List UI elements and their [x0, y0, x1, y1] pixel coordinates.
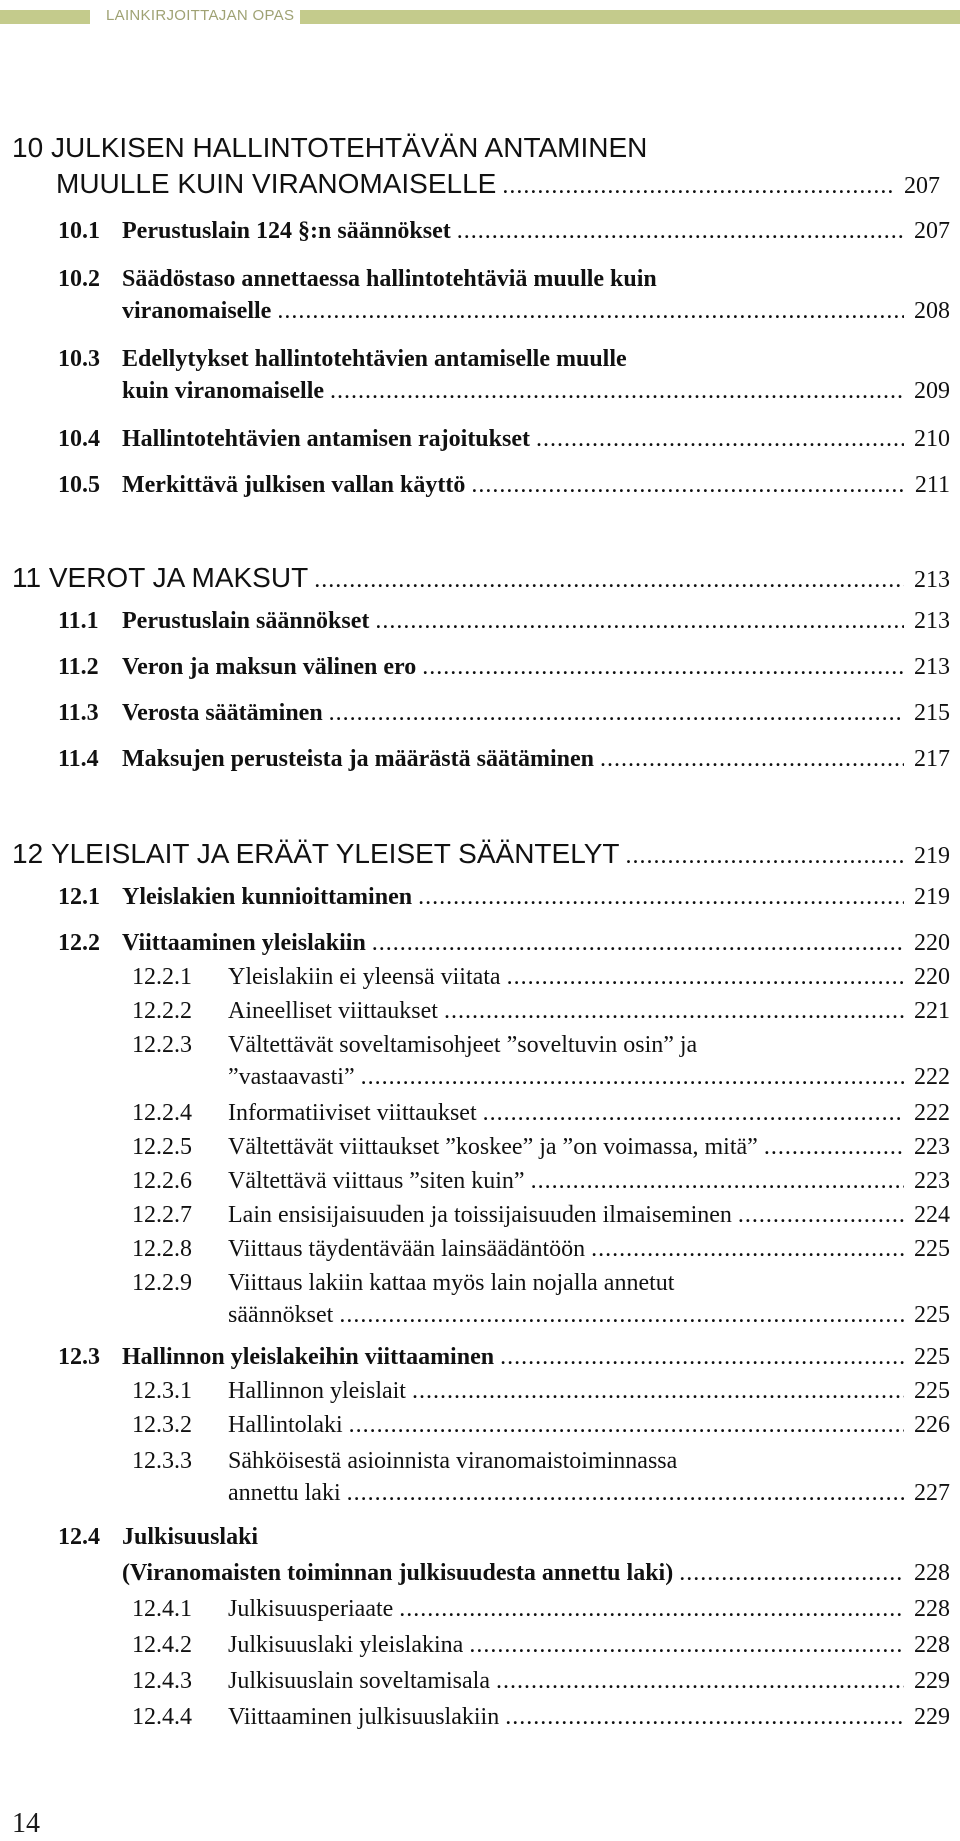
dot-leader: [412, 1378, 904, 1405]
page-ref: 211: [914, 472, 950, 498]
toc-section-11-3: [58, 700, 950, 727]
section-title-continued: viranomaiselle: [122, 298, 272, 324]
toc-subsection-12-4-1: [132, 1596, 950, 1623]
page-ref: 213: [914, 654, 950, 680]
section-number: 12.4: [58, 1524, 100, 1550]
section-number: 11.2: [58, 654, 99, 680]
dot-leader: [339, 1302, 904, 1329]
section-title: Säädöstaso annettaessa hallintotehtäviä muulle kuin: [122, 266, 657, 292]
toc-chapter-12: [12, 838, 950, 870]
section-title-continued: kuin viranomaiselle: [122, 378, 325, 404]
dot-leader: [375, 608, 904, 635]
section-title: Veron ja maksun välinen ero: [122, 654, 417, 680]
subsection-title: Viittaus lakiin kattaa myös lain nojalla annetut: [228, 1270, 675, 1296]
dot-leader: [444, 998, 904, 1025]
running-header-title: LAINKIRJOITTAJAN OPAS: [106, 7, 295, 24]
subsection-title-continued: annettu laki: [228, 1480, 341, 1506]
page-ref: 222: [914, 1064, 950, 1090]
dot-leader: [625, 843, 904, 870]
section-title: Merkittävä julkisen vallan käyttö: [122, 472, 466, 498]
toc-section-12-1: [58, 884, 950, 911]
toc-subsection-12-2-3-line2: [228, 1064, 950, 1091]
dot-leader: [399, 1596, 904, 1623]
subsection-title: Julkisuuslain soveltamisala: [228, 1668, 490, 1694]
page-ref: 223: [914, 1168, 950, 1194]
dot-leader: [531, 1168, 904, 1195]
dot-leader: [372, 930, 904, 957]
subsection-title: Lain ensisijaisuuden ja toissijaisuuden ilmaiseminen: [228, 1202, 732, 1228]
toc-section-10-2-line1: [58, 266, 657, 293]
dot-leader: [330, 378, 904, 405]
subsection-number: 12.2.8: [132, 1236, 192, 1262]
toc-subsection-12-2-2: [132, 998, 950, 1025]
dot-leader: [600, 746, 904, 773]
subsection-title: Hallinnon yleislait: [228, 1378, 406, 1404]
subsection-number: 12.2.4: [132, 1100, 192, 1126]
page-ref: 219: [914, 843, 950, 869]
toc-section-10-2-line2: [122, 298, 950, 325]
page-ref: 215: [914, 700, 950, 726]
toc-chapter-10-line2: [56, 168, 940, 200]
toc-section-12-2: [58, 930, 950, 957]
dot-leader: [457, 218, 904, 245]
page-ref: 228: [914, 1560, 950, 1586]
section-number: 12.2: [58, 930, 100, 956]
subsection-title: Aineelliset viittaukset: [228, 998, 438, 1024]
toc-section-12-4-line2: [122, 1560, 950, 1587]
toc-section-11-2: [58, 654, 950, 681]
toc-section-11-4: [58, 746, 950, 773]
dot-leader: [738, 1202, 904, 1229]
chapter-number: 12: [12, 838, 44, 869]
section-title: Maksujen perusteista ja määrästä säätäminen: [122, 746, 594, 772]
subsection-number: 12.4.2: [132, 1632, 192, 1658]
dot-leader: [277, 298, 904, 325]
page-ref: 220: [914, 964, 950, 990]
subsection-title: Informatiiviset viittaukset: [228, 1100, 477, 1126]
section-title-continued: (Viranomaisten toiminnan julkisuudesta annettu laki): [122, 1560, 674, 1586]
subsection-title: Yleislakiin ei yleensä viitata: [228, 964, 501, 990]
page-ref: 224: [914, 1202, 950, 1228]
subsection-number: 12.2.7: [132, 1202, 192, 1228]
dot-leader: [502, 173, 894, 200]
dot-leader: [505, 1704, 904, 1731]
section-title: Viittaaminen yleislakiin: [122, 930, 366, 956]
subsection-number: 12.2.5: [132, 1134, 192, 1160]
page-ref: 225: [914, 1302, 950, 1328]
toc-subsection-12-4-4: [132, 1704, 950, 1731]
page-ref: 228: [914, 1596, 950, 1622]
subsection-number: 12.2.3: [132, 1032, 192, 1058]
dot-leader: [471, 472, 905, 499]
page-ref: 209: [914, 378, 950, 404]
subsection-title: Vältettävä viittaus ”siten kuin”: [228, 1168, 525, 1194]
toc-section-10-5: [58, 472, 950, 499]
section-number: 10.5: [58, 472, 100, 498]
section-title: Hallintotehtävien antamisen rajoitukset: [122, 426, 530, 452]
toc-subsection-12-2-9-line1: [132, 1270, 674, 1297]
chapter-title: VEROT JA MAKSUT: [48, 562, 309, 593]
subsection-title-continued: ”vastaavasti”: [228, 1064, 355, 1090]
section-title: Julkisuuslaki: [122, 1524, 259, 1550]
subsection-title: Julkisuusperiaate: [228, 1596, 394, 1622]
subsection-title: Viittaaminen julkisuuslakiin: [228, 1704, 500, 1730]
section-number: 11.4: [58, 746, 99, 772]
section-title: Edellytykset hallintotehtävien antamiselle muulle: [122, 346, 627, 372]
chapter-number: 10: [12, 132, 44, 163]
page-ref: 217: [914, 746, 950, 772]
page-number: 14: [12, 1808, 40, 1839]
dot-leader: [361, 1064, 904, 1091]
dot-leader: [507, 964, 904, 991]
toc-section-11-1: [58, 608, 950, 635]
toc-chapter-11: [12, 562, 950, 594]
page-ref: 223: [914, 1134, 950, 1160]
page-ref: 229: [914, 1668, 950, 1694]
subsection-title: Hallintolaki: [228, 1412, 343, 1438]
toc-subsection-12-2-7: [132, 1202, 950, 1229]
dot-leader: [591, 1236, 904, 1263]
dot-leader: [349, 1412, 904, 1439]
subsection-number: 12.2.1: [132, 964, 192, 990]
chapter-title-continued: MUULLE KUIN VIRANOMAISELLE: [56, 168, 497, 199]
subsection-number: 12.3.3: [132, 1448, 192, 1474]
page-ref: 227: [914, 1480, 950, 1506]
toc-section-12-3: [58, 1344, 950, 1371]
chapter-number: 11: [12, 562, 42, 593]
toc-subsection-12-2-3-line1: [132, 1032, 697, 1059]
toc-subsection-12-3-1: [132, 1378, 950, 1405]
toc-subsection-12-2-5: [132, 1134, 950, 1161]
page-ref: 213: [914, 567, 950, 593]
dot-leader: [679, 1560, 904, 1587]
toc-section-10-4: [58, 426, 950, 453]
dot-leader: [500, 1344, 904, 1371]
section-number: 10.3: [58, 346, 100, 372]
dot-leader: [347, 1480, 904, 1507]
dot-leader: [314, 567, 904, 594]
page-ref: 221: [914, 998, 950, 1024]
page-ref: 226: [914, 1412, 950, 1438]
subsection-title: Vältettävät viittaukset ”koskee” ja ”on voimassa, mitä”: [228, 1134, 758, 1160]
toc-subsection-12-2-4: [132, 1100, 950, 1127]
toc-subsection-12-2-9-line2: [228, 1302, 950, 1329]
chapter-title: JULKISEN HALLINTOTEHTÄVÄN ANTAMINEN: [50, 132, 648, 163]
toc-subsection-12-3-3-line1: [132, 1448, 677, 1475]
subsection-number: 12.2.6: [132, 1168, 192, 1194]
page-ref: 229: [914, 1704, 950, 1730]
toc-chapter-10-line1: [12, 132, 647, 164]
section-title: Hallinnon yleislakeihin viittaaminen: [122, 1344, 495, 1370]
page-ref: 228: [914, 1632, 950, 1658]
dot-leader: [422, 654, 904, 681]
section-number: 12.3: [58, 1344, 100, 1370]
page-ref: 210: [914, 426, 950, 452]
toc-subsection-12-3-3-line2: [228, 1480, 950, 1507]
dot-leader: [329, 700, 904, 727]
toc-section-10-1: [58, 218, 950, 245]
dot-leader: [483, 1100, 904, 1127]
dot-leader: [418, 884, 904, 911]
subsection-title: Viittaus täydentävään lainsäädäntöön: [228, 1236, 586, 1262]
section-number: 12.1: [58, 884, 100, 910]
toc-subsection-12-2-8: [132, 1236, 950, 1263]
subsection-number: 12.4.4: [132, 1704, 192, 1730]
toc-subsection-12-2-6: [132, 1168, 950, 1195]
chapter-title: YLEISLAIT JA ERÄÄT YLEISET SÄÄNTELYT: [50, 838, 620, 869]
subsection-number: 12.2.9: [132, 1270, 192, 1296]
dot-leader: [469, 1632, 904, 1659]
dot-leader: [496, 1668, 904, 1695]
header-rule-left: [0, 10, 90, 24]
page-ref: 207: [914, 218, 950, 244]
subsection-number: 12.4.3: [132, 1668, 192, 1694]
toc-subsection-12-4-2: [132, 1632, 950, 1659]
subsection-number: 12.4.1: [132, 1596, 192, 1622]
section-title: Verosta säätäminen: [122, 700, 323, 726]
toc-subsection-12-4-3: [132, 1668, 950, 1695]
page-ref: 220: [914, 930, 950, 956]
section-number: 11.3: [58, 700, 99, 726]
dot-leader: [764, 1134, 904, 1161]
subsection-title: Sähköisestä asioinnista viranomaistoiminnassa: [228, 1448, 678, 1474]
subsection-title: Vältettävät soveltamisohjeet ”soveltuvin osin” ja: [228, 1032, 698, 1058]
section-number: 10.2: [58, 266, 100, 292]
subsection-number: 12.2.2: [132, 998, 192, 1024]
page-ref: 213: [914, 608, 950, 634]
toc-section-10-3-line1: [58, 346, 627, 373]
section-title: Perustuslain säännökset: [122, 608, 370, 634]
toc-section-12-4-line1: [58, 1524, 258, 1551]
page-ref: 208: [914, 298, 950, 324]
page-ref: 225: [914, 1236, 950, 1262]
toc-subsection-12-3-2: [132, 1412, 950, 1439]
page-ref: 225: [914, 1378, 950, 1404]
page-ref: 219: [914, 884, 950, 910]
subsection-number: 12.3.2: [132, 1412, 192, 1438]
section-number: 10.4: [58, 426, 100, 452]
section-number: 10.1: [58, 218, 100, 244]
toc-subsection-12-2-1: [132, 964, 950, 991]
subsection-number: 12.3.1: [132, 1378, 192, 1404]
subsection-title-continued: säännökset: [228, 1302, 334, 1328]
page-ref: 225: [914, 1344, 950, 1370]
section-title: Yleislakien kunnioittaminen: [122, 884, 413, 910]
header-rule-right: [300, 10, 960, 24]
page-ref: 222: [914, 1100, 950, 1126]
section-title: Perustuslain 124 §:n säännökset: [122, 218, 451, 244]
subsection-title: Julkisuuslaki yleislakina: [228, 1632, 464, 1658]
page-ref: 207: [904, 173, 940, 199]
section-number: 11.1: [58, 608, 99, 634]
dot-leader: [536, 426, 904, 453]
toc-section-10-3-line2: [122, 378, 950, 405]
